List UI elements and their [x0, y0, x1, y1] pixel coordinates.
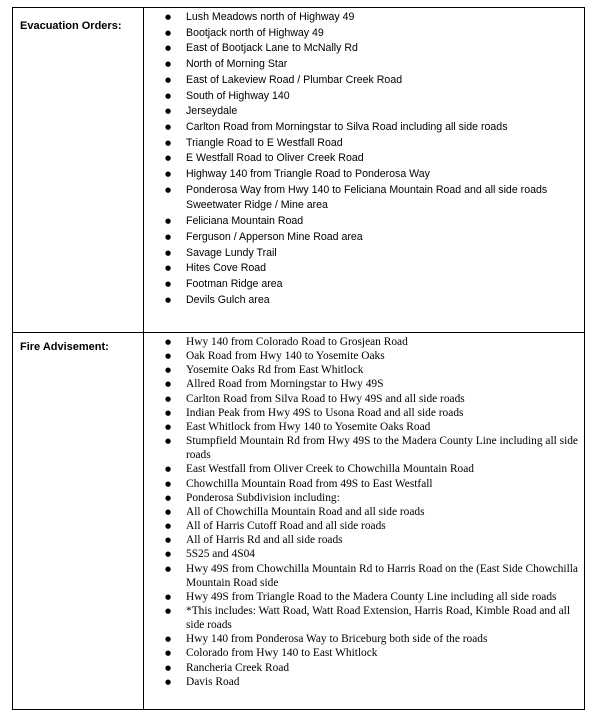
list-item-text: South of Highway 140: [186, 89, 290, 102]
list-item: [165, 462, 583, 476]
list-item: [165, 214, 583, 230]
list-item: [165, 477, 583, 491]
list-item: [165, 505, 583, 519]
list-item: [165, 675, 583, 689]
bullet-icon: ●: [165, 232, 172, 241]
list-item-text: Bootjack north of Highway 49: [186, 26, 324, 39]
list-item-text: Chowchilla Mountain Road from 49S to East Westfall: [186, 477, 433, 490]
list-item-text: Hwy 140 from Ponderosa Way to Briceburg both side of the roads: [186, 633, 488, 646]
column-divider: [143, 8, 144, 709]
list-item-text: Colorado from Hwy 140 to East Whitlock: [186, 647, 378, 660]
bullet-icon: ●: [165, 44, 172, 53]
list-item-text: Jerseydale: [186, 105, 238, 118]
list-item-text: Highway 140 from Triangle Road to Ponderosa Way: [186, 168, 430, 181]
list-item-text: Hwy 49S from Chowchilla Mountain Rd to Harris Road on the (East Side Chowchilla Mountain Road side: [186, 562, 578, 589]
list-item: [165, 136, 583, 152]
list-item: [165, 363, 583, 377]
list-item-text: Footman Ridge area: [186, 277, 283, 290]
list-item-text: All of Chowchilla Mountain Road and all side roads: [186, 505, 425, 518]
bullet-icon: ●: [165, 380, 172, 389]
list-item: [165, 120, 583, 136]
list-item-text: East of Bootjack Lane to McNally Rd: [186, 42, 358, 55]
bullet-icon: ●: [165, 295, 172, 304]
bullet-icon: ●: [165, 28, 172, 37]
bullet-icon: ●: [165, 13, 172, 21]
list-item-text: East Whitlock from Hwy 140 to Yosemite Oaks Road: [186, 420, 431, 433]
list-item: [165, 151, 583, 167]
bullet-icon: ●: [165, 507, 172, 516]
bullet-icon: ●: [165, 138, 172, 147]
list-item: [165, 491, 583, 505]
bullet-icon: ●: [165, 649, 172, 658]
list-item: [165, 519, 583, 533]
bullet-icon: ●: [165, 366, 172, 375]
bullet-icon: ●: [165, 564, 172, 573]
list-item-text: Triangle Road to E Westfall Road: [186, 136, 343, 149]
list-item: [165, 604, 583, 632]
list-item: [165, 89, 583, 105]
evacuation-orders-label: Evacuation Orders:: [20, 20, 122, 32]
list-item: [165, 349, 583, 363]
list-item-text: Hwy 49S from Triangle Road to the Madera County Line including all side roads: [186, 590, 557, 603]
bullet-icon: ●: [165, 465, 172, 474]
list-item: [165, 57, 583, 73]
bullet-icon: ●: [165, 663, 172, 672]
bullet-icon: ●: [165, 592, 172, 601]
list-item-text: Allred Road from Morningstar to Hwy 49S: [186, 378, 384, 391]
bullet-icon: ●: [165, 185, 172, 194]
list-item-text: Lush Meadows north of Highway 49: [186, 11, 355, 23]
list-item-text: Rancheria Creek Road: [186, 661, 290, 674]
bullet-icon: ●: [165, 408, 172, 417]
list-item-text: Indian Peak from Hwy 49S to Usona Road and all side roads: [186, 406, 464, 419]
list-item: [165, 230, 583, 246]
fire-advisement-label: Fire Advisement:: [20, 341, 109, 353]
bullet-icon: ●: [165, 60, 172, 69]
list-item-text: *This includes: Watt Road, Watt Road Extension, Harris Road, Kimble Road and all side roads: [186, 604, 571, 632]
list-item-text: Ponderosa Subdivision including:: [186, 491, 340, 504]
list-item: [165, 73, 583, 89]
bullet-icon: ●: [165, 522, 172, 531]
list-item-text: Hwy 140 from Colorado Road to Grosjean Road: [186, 336, 408, 348]
list-item: [165, 335, 583, 349]
bullet-icon: ●: [165, 493, 172, 502]
list-item-text: Carlton Road from Silva Road to Hwy 49S and all side roads: [186, 392, 465, 405]
list-item: [165, 41, 583, 57]
bullet-icon: ●: [165, 75, 172, 84]
list-item: [165, 661, 583, 675]
list-item: [165, 167, 583, 183]
bullet-icon: ●: [165, 217, 172, 226]
list-item-text: Feliciana Mountain Road: [186, 215, 304, 228]
bullet-icon: ●: [165, 154, 172, 163]
bullet-icon: ●: [165, 606, 172, 615]
list-item-text: 5S25 and 4S04: [186, 548, 255, 561]
list-item-text: Ferguson / Apperson Mine Road area: [186, 230, 363, 243]
bullet-icon: ●: [165, 248, 172, 257]
bullet-icon: ●: [165, 422, 172, 431]
list-item: [165, 183, 583, 214]
list-item: [165, 26, 583, 42]
bullet-icon: ●: [165, 122, 172, 131]
list-item: [165, 261, 583, 277]
list-item-text: All of Harris Cutoff Road and all side roads: [186, 520, 386, 533]
list-item-text: Davis Road: [186, 675, 240, 688]
list-item: [165, 533, 583, 547]
bullet-icon: ●: [165, 279, 172, 288]
list-item: [165, 562, 583, 590]
bullet-icon: ●: [165, 170, 172, 179]
fire-advisement-list: [165, 335, 583, 689]
list-item-text: Hites Cove Road: [186, 262, 267, 275]
list-item: [165, 246, 583, 262]
list-item: [165, 632, 583, 646]
list-item: [165, 590, 583, 604]
list-item: [165, 293, 583, 309]
list-item: [165, 420, 583, 434]
list-item-text: All of Harris Rd and all side roads: [186, 534, 343, 547]
list-item: [165, 392, 583, 406]
bullet-icon: ●: [165, 91, 172, 100]
bullet-icon: ●: [165, 677, 172, 686]
list-item: [165, 434, 583, 462]
list-item-text: Devils Gulch area: [186, 293, 270, 306]
row-divider: [13, 332, 584, 333]
list-item-text: East Westfall from Oliver Creek to Chowchilla Mountain Road: [186, 463, 475, 476]
list-item-text: Stumpfield Mountain Rd from Hwy 49S to the Madera County Line including all side roads: [186, 435, 578, 462]
list-item: [165, 547, 583, 561]
bullet-icon: ●: [165, 536, 172, 545]
list-item-text: North of Morning Star: [186, 58, 288, 71]
list-item: [165, 277, 583, 293]
bullet-icon: ●: [165, 550, 172, 559]
list-item-text: Yosemite Oaks Rd from East Whitlock: [186, 364, 364, 377]
list-item: [165, 406, 583, 420]
orders-table: [12, 7, 585, 710]
list-item: [165, 646, 583, 660]
list-item-text: Oak Road from Hwy 140 to Yosemite Oaks: [186, 350, 385, 363]
list-item-text: Savage Lundy Trail: [186, 246, 277, 259]
bullet-icon: ●: [165, 338, 172, 346]
bullet-icon: ●: [165, 107, 172, 116]
list-item: [165, 10, 583, 26]
bullet-icon: ●: [165, 394, 172, 403]
bullet-icon: ●: [165, 635, 172, 644]
bullet-icon: ●: [165, 352, 172, 361]
list-item: [165, 104, 583, 120]
list-item: [165, 377, 583, 391]
bullet-icon: ●: [165, 264, 172, 273]
bullet-icon: ●: [165, 437, 172, 446]
list-item-text: E Westfall Road to Oliver Creek Road: [186, 152, 364, 165]
list-item-text: Carlton Road from Morningstar to Silva Road including all side roads: [186, 120, 508, 133]
list-item-text: East of Lakeview Road / Plumbar Creek Road: [186, 73, 403, 86]
list-item-text: Ponderosa Way from Hwy 140 to Feliciana Mountain Road and all side roads Sweetwater Ridge / Mine area: [186, 183, 548, 212]
evacuation-orders-list: [165, 10, 583, 308]
bullet-icon: ●: [165, 479, 172, 488]
